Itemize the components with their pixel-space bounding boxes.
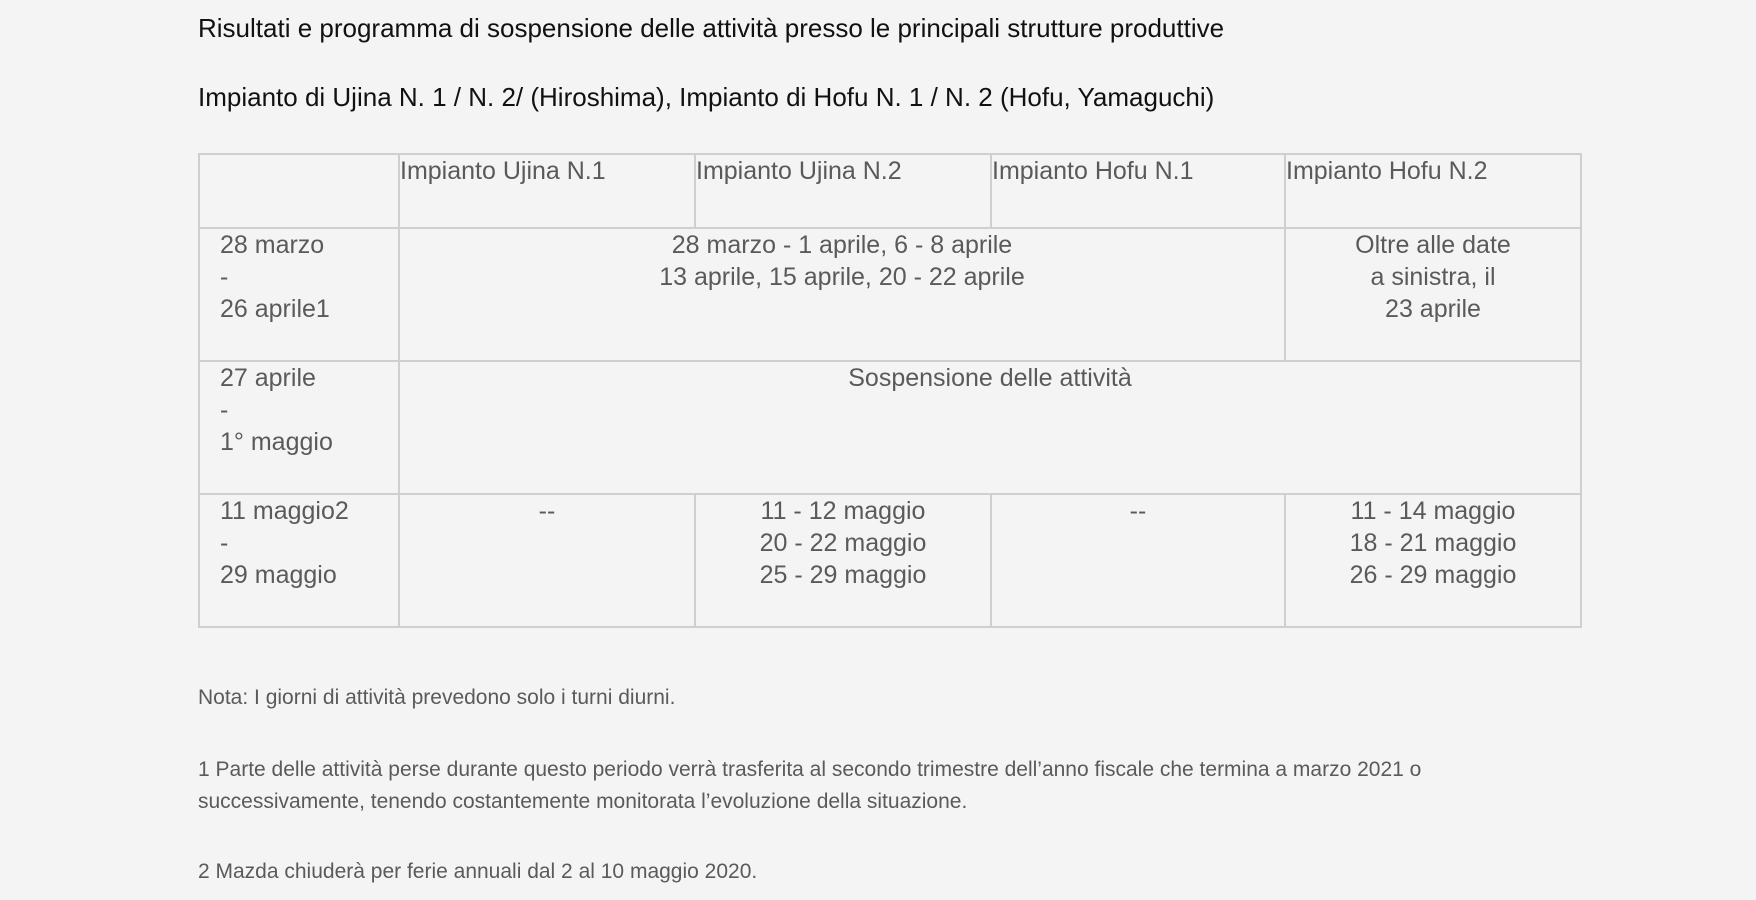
schedule-cell-ujina-hofu1: 28 marzo - 1 aprile, 6 - 8 aprile 13 aprile, 15 aprile, 20 - 22 aprile [399,228,1285,361]
table-row [199,494,1581,627]
page-title: Risultati e programma di sospensione delle attività presso le principali strutture produttive [198,13,1225,43]
table-row [199,361,1581,494]
header-hofu-2: Impianto Hofu N.2 [1285,154,1581,228]
note-text: Nota: I giorni di attività prevedono solo i turni diurni. [198,686,676,709]
schedule-table [198,153,1582,628]
table-header-row [199,154,1581,228]
schedule-cell-all: Sospensione delle attività [399,361,1581,494]
schedule-cell-ujina1: -- [399,494,695,627]
period-cell: 11 maggio2 - 29 maggio [199,494,399,627]
schedule-cell-hofu2: Oltre alle date a sinistra, il 23 aprile [1285,228,1581,361]
footnote-2: 2 Mazda chiuderà per ferie annuali dal 2 al 10 maggio 2020. [198,860,758,883]
period-cell: 27 aprile - 1° maggio [199,361,399,494]
section-subtitle: Impianto di Ujina N. 1 / N. 2/ (Hiroshima), Impianto di Hofu N. 1 / N. 2 (Hofu, Yamaguchi) [198,82,1215,112]
footnote-1: 1 Parte delle attività perse durante questo periodo verrà trasferita al secondo trimestre dell’anno fiscale che termina a marzo 2021 o successivamente, tenendo costantemente monitorata l’evoluzione della situazione. [198,758,1422,813]
header-ujina-1: Impianto Ujina N.1 [399,154,695,228]
period-cell: 28 marzo - 26 aprile1 [199,228,399,361]
schedule-cell-ujina2: 11 - 12 maggio 20 - 22 maggio 25 - 29 maggio [695,494,991,627]
header-ujina-2: Impianto Ujina N.2 [695,154,991,228]
schedule-cell-hofu1: -- [991,494,1285,627]
header-hofu-1: Impianto Hofu N.1 [991,154,1285,228]
table-row [199,228,1581,361]
schedule-cell-hofu2: 11 - 14 maggio 18 - 21 maggio 26 - 29 maggio [1285,494,1581,627]
header-empty [199,154,399,228]
